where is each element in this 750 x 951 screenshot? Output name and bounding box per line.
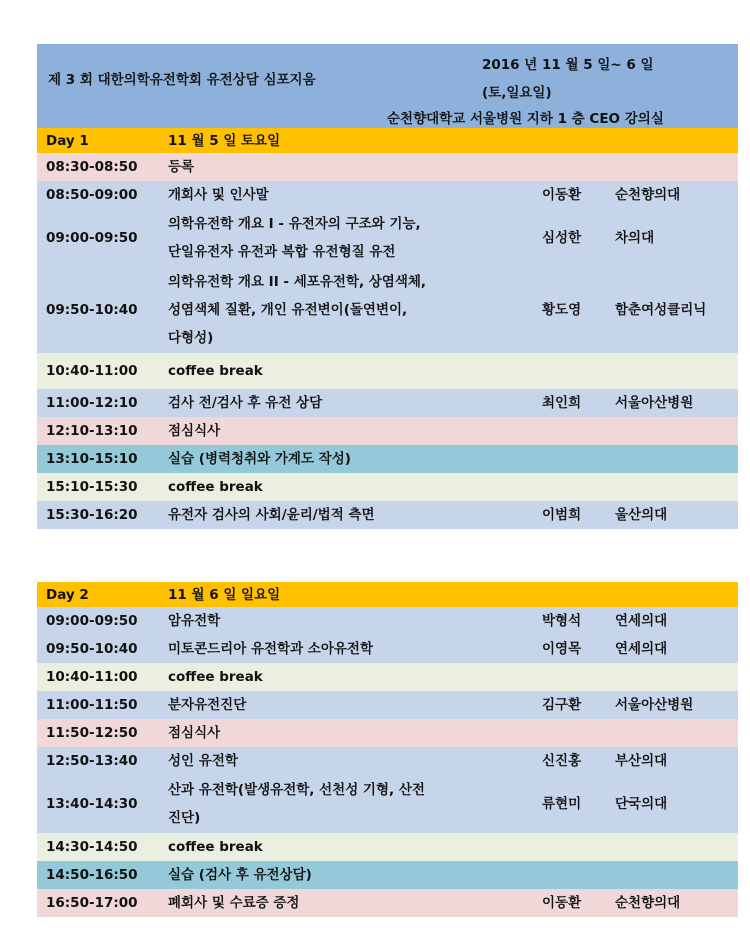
speaker-affiliation: 단국의대 [615, 796, 668, 812]
table-row [37, 663, 738, 691]
table-row [37, 501, 738, 529]
table-row [37, 353, 738, 389]
speaker-name: 이영목 [542, 641, 582, 657]
table-row [37, 747, 738, 775]
table-row [37, 861, 738, 889]
speaker-name: 신진홍 [542, 753, 582, 769]
session-time: 09:00-09:50 [46, 230, 138, 246]
session-title-line: 진단) [168, 810, 201, 826]
session-title: 등록 [168, 159, 195, 175]
table-row [37, 635, 738, 663]
session-time: 14:30-14:50 [46, 839, 138, 855]
session-title: coffee break [168, 479, 263, 495]
speaker-name: 김구환 [542, 697, 582, 713]
session-time: 13:40-14:30 [46, 796, 138, 812]
day-label: Day 1 [46, 132, 89, 149]
session-title: 폐회사 및 수료증 증정 [168, 895, 300, 911]
table-row [37, 473, 738, 501]
symposium-days: (토,일요일) [482, 85, 552, 101]
session-title: 실습 (검사 후 유전상담) [168, 867, 312, 883]
table-row [37, 267, 738, 353]
session-title-line: 의학유전학 개요 II - 세포유전학, 상염색체, [168, 274, 427, 290]
speaker-name: 이범희 [542, 507, 582, 523]
session-title-line: 단일유전자 유전과 복합 유전형질 유전 [168, 244, 396, 260]
session-title-line: 의학유전학 개요 I - 유전자의 구조와 기능, [168, 216, 421, 232]
session-time: 08:30-08:50 [46, 159, 138, 175]
session-title: coffee break [168, 363, 263, 379]
session-title-line: 성염색체 질환, 개인 유전변이(돌연변이, [168, 302, 408, 318]
day1-header-row [37, 128, 738, 153]
day1-schedule-table [37, 44, 738, 529]
session-title: 점심식사 [168, 423, 221, 439]
session-title: 실습 (병력청취와 가계도 작성) [168, 451, 351, 467]
session-time: 16:50-17:00 [46, 895, 138, 911]
session-title: 성인 유전학 [168, 753, 238, 769]
session-title-line: 다형성) [168, 330, 214, 346]
speaker-affiliation: 함춘여성클리닉 [615, 302, 707, 318]
table-row [37, 833, 738, 861]
table-row [37, 153, 738, 181]
session-title: 점심식사 [168, 725, 221, 741]
speaker-name: 심성한 [542, 230, 582, 246]
session-title: coffee break [168, 839, 263, 855]
session-time: 09:00-09:50 [46, 613, 138, 629]
speaker-affiliation: 차의대 [615, 230, 655, 246]
session-title: 분자유전진단 [168, 697, 247, 713]
session-time: 10:40-11:00 [46, 363, 138, 379]
speaker-affiliation: 부산의대 [615, 753, 668, 769]
session-title: 유전자 검사의 사회/윤리/법적 측면 [168, 507, 375, 523]
session-time: 12:50-13:40 [46, 753, 138, 769]
speaker-name: 황도영 [542, 302, 582, 318]
speaker-affiliation: 울산의대 [615, 507, 668, 523]
table-row [37, 889, 738, 917]
session-time: 11:50-12:50 [46, 725, 138, 741]
symposium-dates: 2016 년 11 월 5 일~ 6 일 [482, 57, 654, 73]
session-title: 미토콘드리아 유전학과 소아유전학 [168, 641, 374, 657]
speaker-affiliation: 서울아산병원 [615, 395, 694, 411]
symposium-header [37, 44, 738, 128]
speaker-affiliation: 연세의대 [615, 641, 668, 657]
speaker-name: 류현미 [542, 796, 582, 812]
symposium-venue: 순천향대학교 서울병원 지하 1 층 CEO 강의실 [387, 111, 664, 127]
session-title [168, 775, 528, 833]
day-label: Day 2 [46, 586, 89, 603]
symposium-title: 제 3 회 대한의학유전학회 유전상담 심포지움 [48, 72, 316, 88]
session-title: 개회사 및 인사말 [168, 187, 269, 203]
session-title: 암유전학 [168, 613, 221, 629]
session-time: 09:50-10:40 [46, 641, 138, 657]
table-row [37, 719, 738, 747]
speaker-name: 박형석 [542, 613, 582, 629]
table-row [37, 417, 738, 445]
table-row [37, 389, 738, 417]
session-time: 10:40-11:00 [46, 669, 138, 685]
session-time: 08:50-09:00 [46, 187, 138, 203]
speaker-affiliation: 순천향의대 [615, 895, 681, 911]
session-time: 12:10-13:10 [46, 423, 138, 439]
session-time: 13:10-15:10 [46, 451, 138, 467]
session-time: 15:10-15:30 [46, 479, 138, 495]
speaker-name: 이동환 [542, 895, 582, 911]
session-time: 11:00-12:10 [46, 395, 138, 411]
speaker-affiliation: 서울아산병원 [615, 697, 694, 713]
day2-schedule-table [37, 582, 738, 917]
table-row [37, 181, 738, 209]
session-title: 검사 전/검사 후 유전 상담 [168, 395, 323, 411]
speaker-name: 이동환 [542, 187, 582, 203]
session-time: 14:50-16:50 [46, 867, 138, 883]
session-time: 11:00-11:50 [46, 697, 138, 713]
table-row [37, 607, 738, 635]
day2-header-row [37, 582, 738, 607]
day-date: 11 월 5 일 토요일 [168, 132, 281, 149]
table-row [37, 775, 738, 833]
table-row [37, 691, 738, 719]
day-date: 11 월 6 일 일요일 [168, 586, 281, 603]
session-time: 09:50-10:40 [46, 302, 138, 318]
table-row [37, 445, 738, 473]
session-title [168, 209, 528, 267]
session-title: coffee break [168, 669, 263, 685]
session-time: 15:30-16:20 [46, 507, 138, 523]
speaker-name: 최인희 [542, 395, 582, 411]
speaker-affiliation: 연세의대 [615, 613, 668, 629]
speaker-affiliation: 순천향의대 [615, 187, 681, 203]
session-title [168, 267, 528, 353]
table-row [37, 209, 738, 267]
session-title-line: 산과 유전학(발생유전학, 선천성 기형, 산전 [168, 782, 425, 798]
